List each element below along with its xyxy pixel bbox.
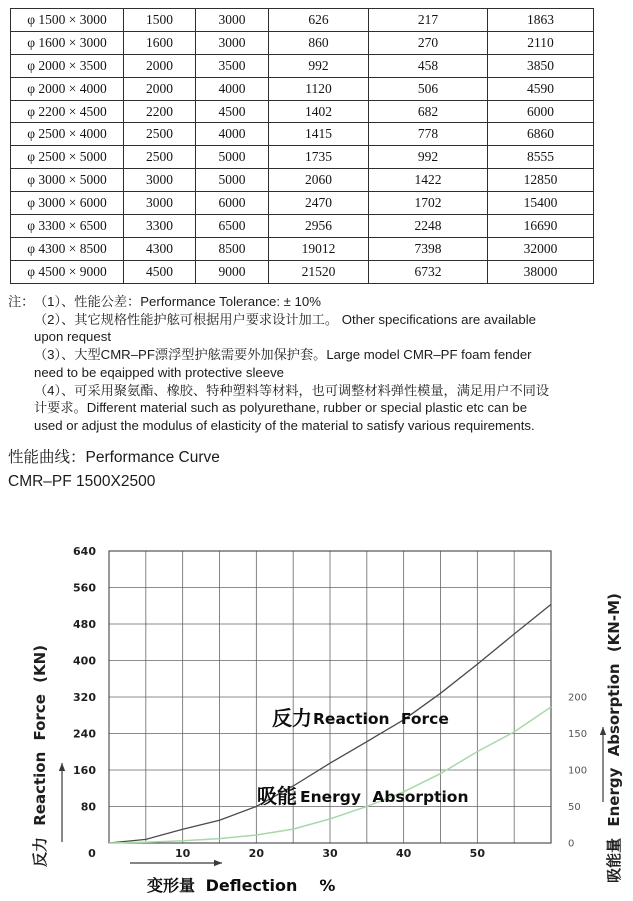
table-cell: 270 [369, 31, 488, 54]
table-cell: 2000 [124, 77, 196, 100]
y-axis-label-right: 吸能量 Energy Absorption (KN-M) [605, 593, 623, 883]
table-cell: 458 [369, 54, 488, 77]
table-cell: 2500 [124, 123, 196, 146]
table-cell: 1422 [369, 169, 488, 192]
table-cell: 3000 [124, 192, 196, 215]
table-cell: 4500 [124, 260, 196, 283]
table-cell: φ 2500 × 5000 [11, 146, 124, 169]
table-cell: 16690 [488, 215, 594, 238]
x-axis-tick: 10 [175, 847, 191, 860]
table-cell: 7398 [369, 237, 488, 260]
y-axis-tick-right: 200 [568, 692, 588, 704]
reaction-force-label-en: Reaction Force [313, 710, 449, 728]
spec-table-body [11, 9, 594, 284]
notes-prefix: 注： [8, 294, 35, 309]
reaction-force-label-zh: 反力 [272, 706, 312, 730]
table-cell: 5000 [196, 146, 269, 169]
x-direction-arrow-head [214, 860, 222, 866]
table-cell: φ 1600 × 3000 [11, 31, 124, 54]
table-cell: φ 1500 × 3000 [11, 9, 124, 32]
table-cell: 1402 [269, 100, 369, 123]
table-cell: 4590 [488, 77, 594, 100]
performance-curve-model: CMR–PF 1500X2500 [8, 472, 156, 490]
table-cell: 682 [369, 100, 488, 123]
x-axis-tick: 50 [469, 847, 485, 860]
table-cell: 6732 [369, 260, 488, 283]
y-axis-tick-left: 400 [73, 654, 96, 668]
x-axis-tick: 20 [248, 847, 264, 860]
table-cell: 12850 [488, 169, 594, 192]
performance-chart [0, 535, 633, 901]
table-cell: 992 [269, 54, 369, 77]
table-cell: 992 [369, 146, 488, 169]
table-cell: 3000 [124, 169, 196, 192]
table-cell: 1863 [488, 9, 594, 32]
table-cell: 217 [369, 9, 488, 32]
y-axis-tick-left: 480 [73, 618, 96, 631]
table-row [11, 169, 594, 192]
table-cell: 506 [369, 77, 488, 100]
y-axis-tick-left: 240 [73, 727, 96, 741]
note-line: （4）、可采用聚氨酯、橡胶、特种塑料等材料，也可调整材料弹性模量，满足用户不同设 [34, 382, 550, 398]
table-cell: 21520 [269, 260, 369, 283]
table-cell: 2200 [124, 100, 196, 123]
table-cell: 4500 [196, 100, 269, 123]
x-axis-tick: 40 [396, 847, 412, 860]
y-axis-tick-left: 160 [73, 764, 96, 777]
table-row [11, 100, 594, 123]
note-line: used or adjust the modulus of elasticity of the material to satisfy various requirements. [34, 417, 535, 433]
table-cell: 626 [269, 9, 369, 32]
table-cell: 1120 [269, 77, 369, 100]
table-cell: φ 2500 × 4000 [11, 123, 124, 146]
y-axis-tick-left: 560 [73, 581, 96, 595]
y-axis-label-left: 反力 Reaction Force (KN) [31, 645, 49, 867]
table-cell: φ 2000 × 3500 [11, 54, 124, 77]
table-cell: φ 2200 × 4500 [11, 100, 124, 123]
performance-curve-title: 性能曲线：Performance Curve [8, 449, 220, 466]
table-cell: 5000 [196, 169, 269, 192]
table-row [11, 9, 594, 32]
table-cell: φ 4500 × 9000 [11, 260, 124, 283]
y-axis-tick-right: 100 [568, 765, 588, 777]
table-cell: φ 4300 × 8500 [11, 237, 124, 260]
table-cell: 15400 [488, 192, 594, 215]
note-line: need to be eqaipped with protective sleeve [34, 364, 285, 380]
table-cell: 8555 [488, 146, 594, 169]
note-line: 计要求。Different material such as polyurethane, rubber or special plastic etc can be [34, 400, 528, 416]
note-line: （2）、其它规格性能护舷可根据用户要求设计加工。 Other specifications are available [34, 311, 536, 327]
table-cell: 3000 [196, 9, 269, 32]
table-cell: 778 [369, 123, 488, 146]
notes-lines [8, 293, 630, 435]
table-row [11, 77, 594, 100]
table-cell: φ 3000 × 6000 [11, 192, 124, 215]
y-axis-tick-right: 150 [568, 728, 588, 740]
spec-table [10, 8, 594, 284]
table-row [11, 260, 594, 283]
table-cell: φ 3300 × 6500 [11, 215, 124, 238]
table-cell: φ 2000 × 4000 [11, 77, 124, 100]
table-cell: 38000 [488, 260, 594, 283]
table-cell: 32000 [488, 237, 594, 260]
table-cell: 2500 [124, 146, 196, 169]
table-cell: 3850 [488, 54, 594, 77]
table-row [11, 192, 594, 215]
energy-absorption-label-zh: 吸能 [257, 784, 297, 808]
y-axis-tick-left: 320 [73, 691, 96, 704]
table-cell: 19012 [269, 237, 369, 260]
energy-absorption-label-en: Energy Absorption [300, 788, 469, 806]
note-line: （1）、性能公差：Performance Tolerance: ± 10% [34, 294, 321, 309]
table-cell: 860 [269, 31, 369, 54]
table-row [11, 215, 594, 238]
table-cell: 6000 [196, 192, 269, 215]
table-cell: 6500 [196, 215, 269, 238]
table-cell: 2110 [488, 31, 594, 54]
y-left-direction-arrow-head [59, 763, 65, 771]
note-line: upon request [34, 329, 111, 345]
table-row [11, 123, 594, 146]
table-row [11, 146, 594, 169]
performance-curve-heading [8, 446, 220, 493]
y-axis-tick-right: 50 [568, 801, 581, 813]
table-cell: 1600 [124, 31, 196, 54]
table-cell: 4000 [196, 77, 269, 100]
x-axis-label: 变形量 Deflection % [147, 876, 336, 895]
table-cell: 2956 [269, 215, 369, 238]
table-cell: 1415 [269, 123, 369, 146]
x-axis-tick: 0 [88, 847, 96, 860]
table-cell: 6860 [488, 123, 594, 146]
table-cell: 1500 [124, 9, 196, 32]
y-axis-tick-right: 0 [568, 838, 575, 850]
table-cell: 2000 [124, 54, 196, 77]
y-axis-tick-left: 80 [80, 800, 96, 814]
table-cell: 2060 [269, 169, 369, 192]
table-cell: 4000 [196, 123, 269, 146]
table-cell: 1735 [269, 146, 369, 169]
table-cell: 4300 [124, 237, 196, 260]
table-cell: 3000 [196, 31, 269, 54]
table-cell: 6000 [488, 100, 594, 123]
table-cell: 2248 [369, 215, 488, 238]
note-line: （3）、大型CMR–PF漂浮型护舷需要外加保护套。Large model CMR–PF foam fender [34, 347, 532, 363]
table-cell: 8500 [196, 237, 269, 260]
table-cell: 9000 [196, 260, 269, 283]
table-cell: φ 3000 × 5000 [11, 169, 124, 192]
table-row [11, 237, 594, 260]
table-cell: 1702 [369, 192, 488, 215]
table-row [11, 31, 594, 54]
table-cell: 3300 [124, 215, 196, 238]
y-axis-tick-left: 640 [73, 545, 96, 558]
table-cell: 3500 [196, 54, 269, 77]
x-axis-tick: 30 [322, 847, 338, 860]
table-row [11, 54, 594, 77]
table-cell: 2470 [269, 192, 369, 215]
notes-block [8, 293, 630, 435]
